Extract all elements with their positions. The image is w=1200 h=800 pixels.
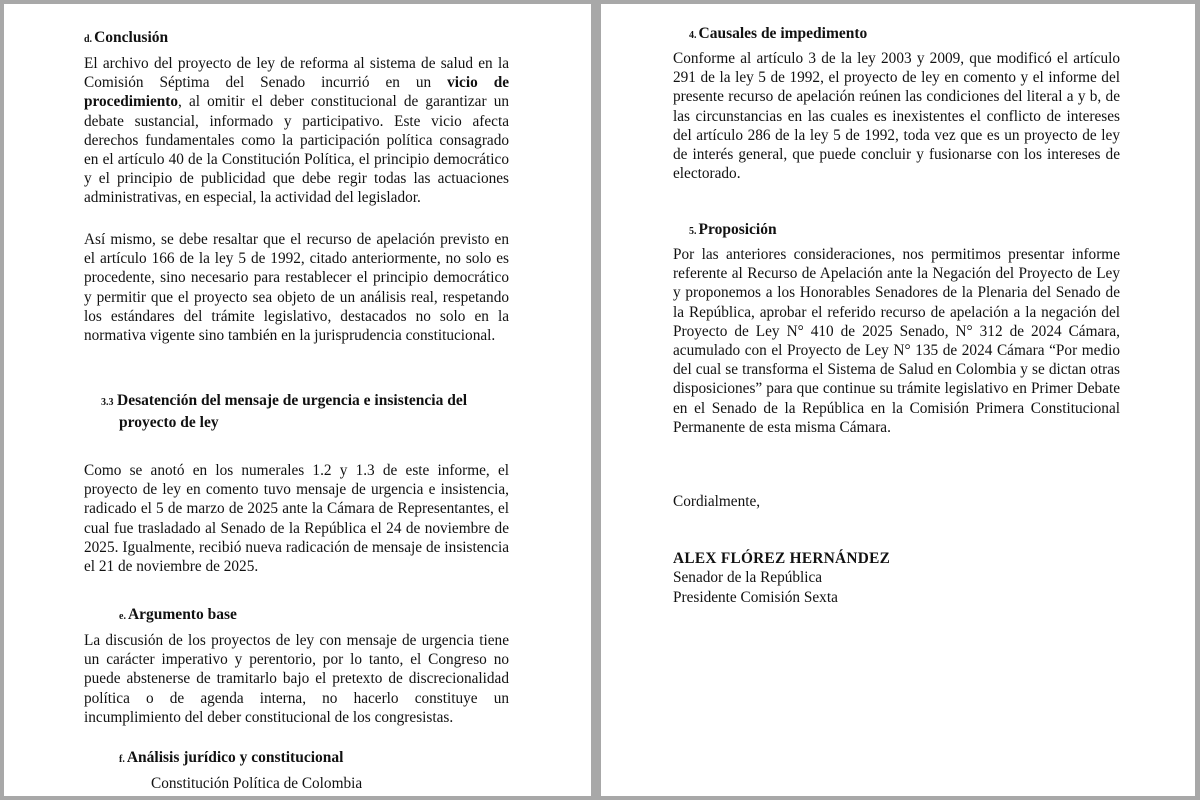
closing-text: Cordialmente, bbox=[673, 493, 761, 510]
section-title: Proposición bbox=[698, 221, 777, 238]
signature-role: Senador de la República bbox=[673, 569, 823, 586]
section-e-heading bbox=[119, 605, 237, 626]
section-e-paragraph: La discusión de los proyectos de ley con mensaje de urgencia tiene un carácter imperativo y perentorio, por lo tanto, el Congreso no puede abstenerse de tramitarlo bajo el pretexto de discrecionalidad política o de agenda interna, no hacerlo constituye un incumplimiento del deber constitucional de los congresistas. bbox=[84, 632, 509, 726]
section-5-paragraph: Por las anteriores consideraciones, nos permitimos presentar informe referente al Recurso de Apelación ante la Negación del Proyecto de Ley y proponemos a los Honorables Senadores de la Plenaria del Senado de la República, aprobar el referido recurso de apelación a la negación del Proyecto de Ley N° 410 de 2025 Senado, N° 312 de 2024 Cámara, acumulado con el Proyecto de Ley N° 135 de 2024 Cámara “Por medio del cual se transforma el Sistema de Salud en Colombia y se dictan otras disposiciones” para que continue su trámite legislativo en Primer Debate en el Senado de la República en la Comisión Primera Constitucional Permanente de esta misma Cámara. bbox=[673, 246, 1120, 436]
document-page-left bbox=[4, 4, 591, 796]
section-5-heading bbox=[689, 220, 777, 241]
section-title: Desatención del mensaje de urgencia e insistencia del proyecto de ley bbox=[117, 392, 468, 431]
section-number: d. bbox=[84, 34, 93, 45]
section-4-heading bbox=[689, 24, 867, 45]
section-title: Conclusión bbox=[94, 29, 169, 46]
section-title: Argumento base bbox=[127, 606, 237, 623]
paragraph-text: El archivo del proyecto de ley de reforma al sistema de salud en la Comisión Séptima del Senado incurrió en un bbox=[84, 55, 509, 92]
section-number: 3.3 bbox=[101, 397, 114, 408]
section-f-subtitle: Constitución Política de Colombia bbox=[151, 775, 363, 792]
conclusion-paragraph-1 bbox=[84, 54, 509, 208]
section-title: Causales de impedimento bbox=[698, 25, 868, 42]
section-4-paragraph: Conforme al artículo 3 de la ley 2003 y 2009, que modificó el artículo 291 de la ley 5 de 1992, el proyecto de ley en comento y el informe del presente recurso de apelación reúnen las condiciones del literal a y b, de las circunstancias en las cuales es inexistentes el conflicto de intereses del artículo 286 de la ley 5 de 1992, toda vez que es un proyecto de ley de interés general, que puede concluir y fusionarse con los intereses de electorado. bbox=[673, 50, 1120, 183]
section-title: Análisis jurídico y constitucional bbox=[126, 749, 344, 766]
section-3-3-heading bbox=[101, 391, 499, 432]
section-number: e. bbox=[119, 611, 126, 622]
signature-name: ALEX FLÓREZ HERNÁNDEZ bbox=[673, 550, 891, 567]
section-3-3-paragraph: Como se anotó en los numerales 1.2 y 1.3 de este informe, el proyecto de ley en comento tuvo mensaje de urgencia e insistencia, radicado el 5 de marzo de 2025 ante la Cámara de Representantes, el cual fue trasladado al Senado de la República el 24 de noviembre de 2025. Igualmente, recibió nueva radicación de mensaje de insistencia el 21 de noviembre de 2025. bbox=[84, 462, 509, 576]
conclusion-paragraph-2: Así mismo, se debe resaltar que el recurso de apelación previsto en el artículo 166 de la ley 5 de 1992, citado anteriormente, no solo es procedente, sino necesario para restablecer el principio democrático y permitir que el proyecto sea objeto de un análisis real, respetando los estándares del trámite legislativo, destacados no solo en la normativa vigente sino también en la jurisprudencia constitucional. bbox=[84, 231, 509, 345]
section-d-heading bbox=[84, 28, 168, 49]
section-number: 4. bbox=[689, 30, 697, 41]
paragraph-text: , al omitir el deber constitucional de garantizar un debate sustancial, informado y participativo. Este vicio afecta derechos fundamentales como la participación política consagrado en el artículo 40 de la Constitución Política, el principio democrático y el principio de publicidad que debe regir todas las actuaciones administrativas, en especial, la actividad del legislador. bbox=[84, 93, 509, 207]
section-number: 5. bbox=[689, 226, 697, 237]
document-page-right bbox=[601, 4, 1195, 796]
section-f-heading bbox=[119, 748, 343, 769]
section-number: f. bbox=[119, 754, 125, 765]
signature-position: Presidente Comisión Sexta bbox=[673, 589, 838, 606]
bold-term: vicio de procedimiento bbox=[84, 74, 509, 111]
